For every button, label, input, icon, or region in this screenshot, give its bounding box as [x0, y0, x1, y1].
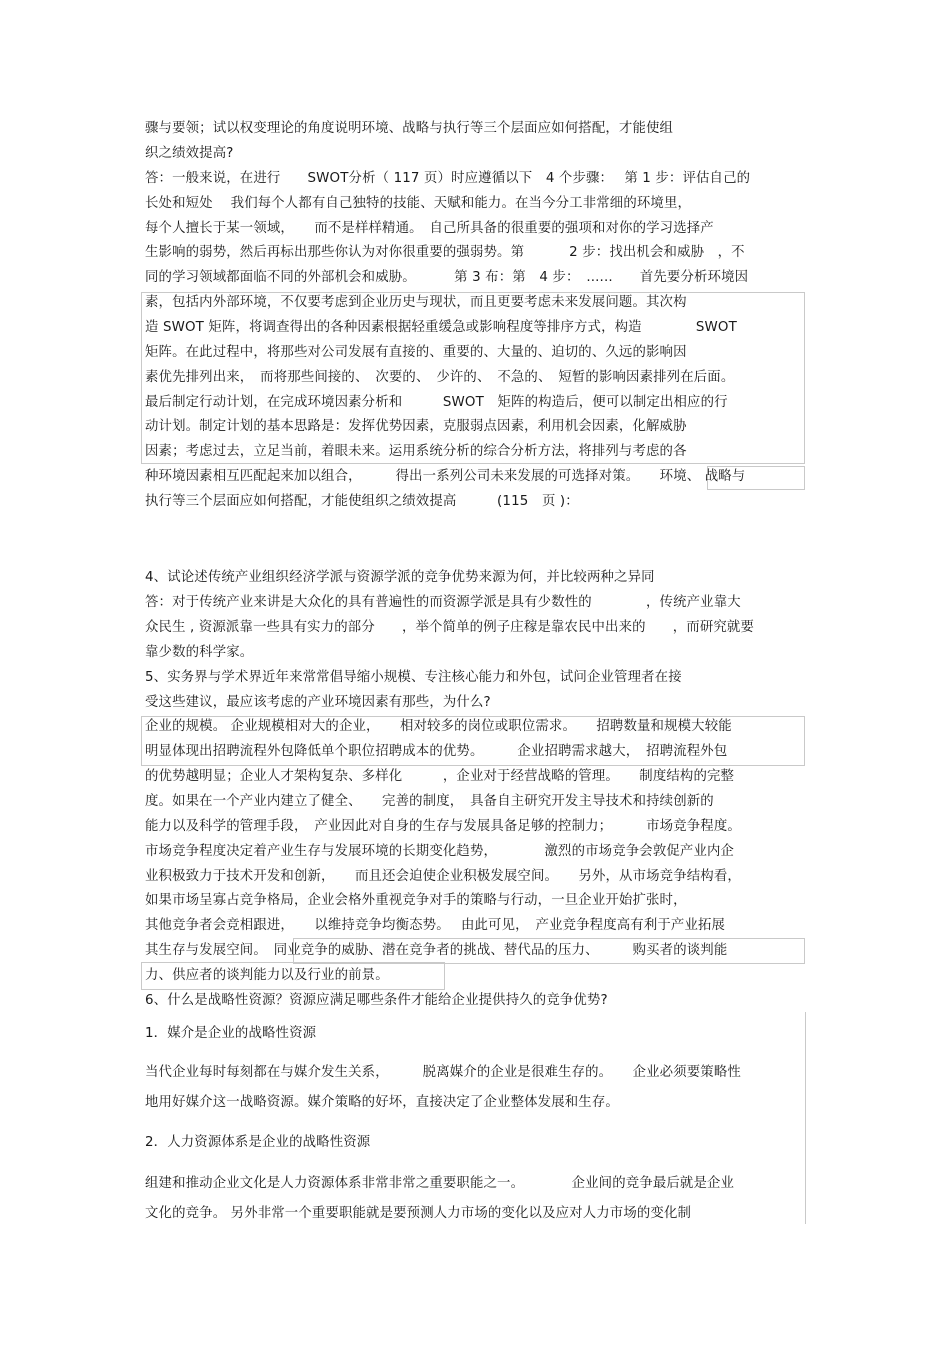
- question-heading: 6、什么是战略性资源？资源应满足哪些条件才能给企业提供持久的竞争优势?: [145, 993, 608, 1008]
- text-line: 组建和推动企业文化是人力资源体系非常非常之重要职能之一。 企业间的竞争最后就是企业: [145, 1176, 735, 1191]
- sub-heading: 1．媒介是企业的战略性资源: [145, 1026, 317, 1041]
- text-line: 执行等三个层面应如何搭配，才能使组织之绩效提高 (115 页 )：: [145, 494, 579, 509]
- text-line: 长处和短处 我们每个人都有自己独特的技能、天赋和能力。在当今分工非常细的环境里，: [145, 196, 692, 211]
- text-line: 其生存与发展空间。 同业竞争的威胁、潜在竞争者的挑战、替代品的压力、 购买者的谈判能: [145, 943, 728, 958]
- question-heading: 5、实务界与学术界近年来常常倡导缩小规模、专注核心能力和外包，试问企业管理者在接: [145, 670, 682, 685]
- text-line: 矩阵。在此过程中，将那些对公司发展有直接的、重要的、大量的、迫切的、久远的影响因: [145, 345, 687, 360]
- text-line: 文化的竞争。 另外非常一个重要职能就是要预测人力市场的变化以及应对人力市场的变化制: [145, 1206, 692, 1221]
- text-line: 度。如果在一个产业内建立了健全、 完善的制度， 具备自主研究开发主导技术和持续创新的: [145, 794, 714, 809]
- text-line: 造 SWOT 矩阵，将调查得出的各种因素根据轻重缓急或影响程度等排序方式，构造 SWOT: [145, 320, 737, 335]
- text-line: 种环境因素相互匹配起来加以组合， 得出一系列公司未来发展的可选择对策。 环境、 战略与: [145, 469, 746, 484]
- text-line: 地用好媒介这一战略资源。媒介策略的好坏，直接决定了企业整体发展和生存。: [145, 1095, 619, 1110]
- text-line: 动计划。制定计划的基本思路是：发挥优势因素，克服弱点因素，利用机会因素，化解威胁: [145, 419, 687, 434]
- text-line: 众民生 , 资源派靠一些具有实力的部分 ，举个简单的例子庄稼是靠农民中出来的 ，而研究就要: [145, 620, 755, 635]
- text-line: 其他竞争者会竞相跟进， 以维持竞争均衡态势。 由此可见， 产业竞争程度高有利于产业拓展: [145, 918, 726, 933]
- text-line: 同的学习领域都面临不同的外部机会和威胁。 第 3 布：第 4 步： ...... 首先要分析环境因: [145, 270, 749, 285]
- text-line: 明显体现出招聘流程外包降低单个职位招聘成本的优势。 企业招聘需求越大， 招聘流程外包: [145, 744, 728, 759]
- text-line: 受这些建议，最应该考虑的产业环境因素有那些，为什么?: [145, 695, 491, 710]
- text-line: 最后制定行动计划，在完成环境因素分析和 SWOT 矩阵的构造后，便可以制定出相应的行: [145, 395, 728, 410]
- text-line: 力、供应者的谈判能力以及行业的前景。: [145, 968, 389, 983]
- text-line: 业积极致力于技术开发和创新， 而且还会迫使企业积极发展空间。 另外，从市场竞争结构看，: [145, 869, 741, 884]
- text-line: 骤与要领；试以权变理论的角度说明环境、战略与执行等三个层面应如何搭配，才能使组: [145, 121, 674, 136]
- text-line: 能力以及科学的管理手段， 产业因此对自身的生存与发展具备足够的控制力； 市场竞争程度。: [145, 819, 741, 834]
- sub-heading: 2．人力资源体系是企业的战略性资源: [145, 1135, 371, 1150]
- text-line: 素优先排列出来， 而将那些间接的、 次要的、 少许的、 不急的、 短暂的影响因素排列在后面。: [145, 370, 735, 385]
- text-line: 素，包括内外部环境，不仅要考虑到企业历史与现状，而且更要考虑未来发展问题。其次构: [145, 295, 687, 310]
- text-line: 如果市场呈寡占竞争格局，企业会格外重视竞争对手的策略与行动，一旦企业开始扩张时，: [145, 893, 687, 908]
- text-line: 每个人擅长于某一领域， 而不是样样精通。 自己所具备的很重要的强项和对你的学习选择产: [145, 221, 714, 236]
- text-line: 因素；考虑过去，立足当前，着眼未来。运用系统分析的综合分析方法，将排列与考虑的各: [145, 444, 687, 459]
- text-line: 答：一般来说，在进行 SWOT分析（ 117 页）时应遵循以下 4 个步骤： 第 1 步：评估自己的: [145, 171, 751, 186]
- text-line: 生影响的弱势，然后再标出那些你认为对你很重要的强弱势。第 2 步：找出机会和威胁 ，不: [145, 245, 745, 260]
- divider: [805, 1012, 806, 1224]
- text-line: 企业的规模。 企业规模相对大的企业， 相对较多的岗位或职位需求。 招聘数量和规模大较能: [145, 719, 732, 734]
- text-line: 靠少数的科学家。: [145, 645, 254, 660]
- text-line: 答：对于传统产业来讲是大众化的具有普遍性的而资源学派是具有少数性的 ，传统产业靠大: [145, 595, 741, 610]
- text-line: 当代企业每时每刻都在与媒介发生关系， 脱离媒介的企业是很难生存的。 企业必须要策略性: [145, 1065, 741, 1080]
- text-line: 市场竞争程度决定着产业生存与发展环境的长期变化趋势， 激烈的市场竞争会敦促产业内企: [145, 844, 735, 859]
- text-line: 的优势越明显；企业人才架构复杂、多样化 ，企业对于经营战略的管理。 制度结构的完整: [145, 769, 735, 784]
- text-line: 织之绩效提高?: [145, 146, 234, 161]
- question-heading: 4、试论述传统产业组织经济学派与资源学派的竞争优势来源为何，并比较两种之异同: [145, 570, 655, 585]
